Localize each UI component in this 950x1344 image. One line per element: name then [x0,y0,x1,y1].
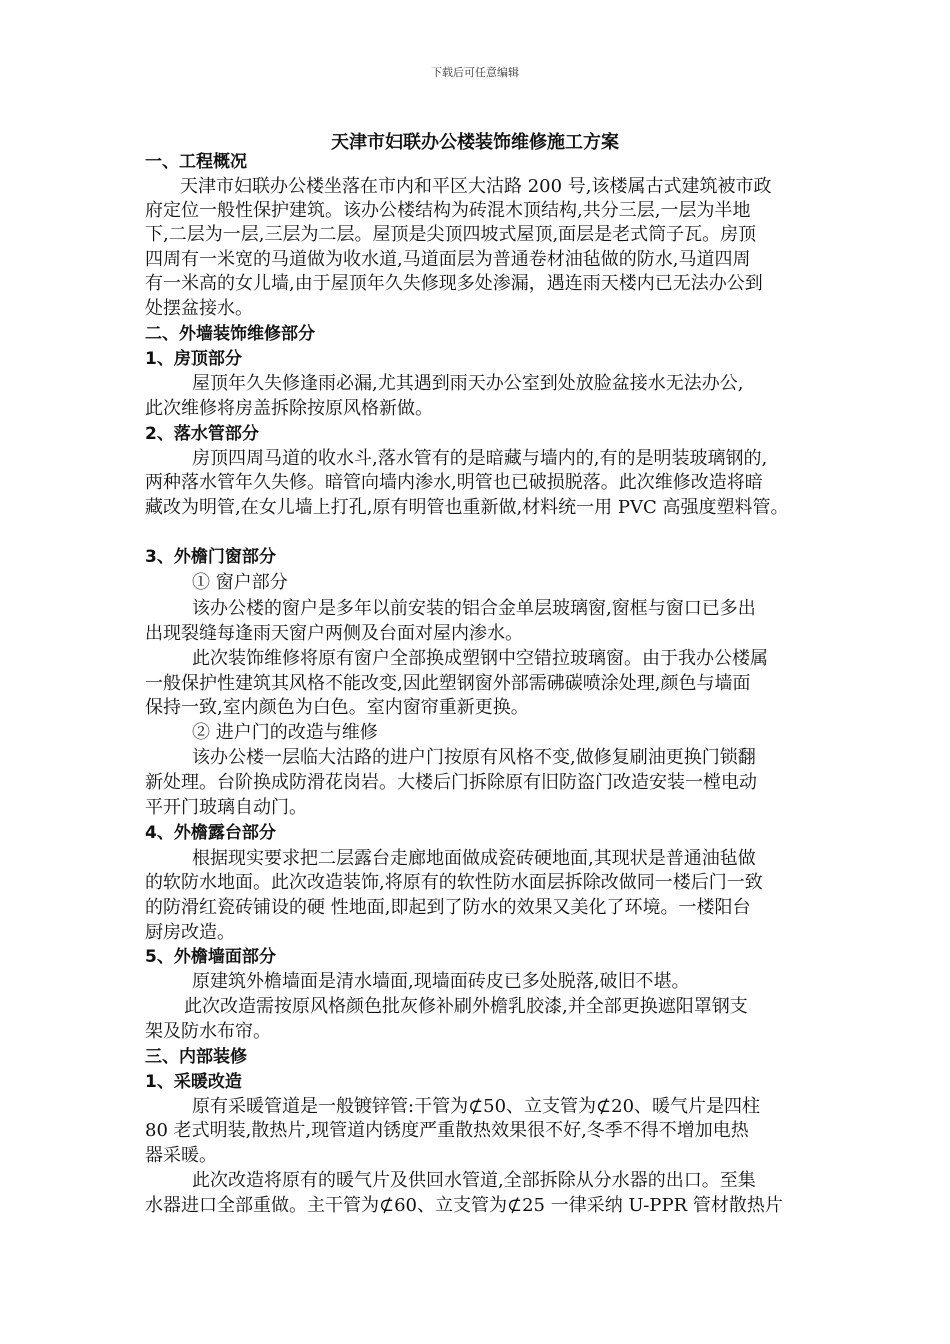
body-text-line: 80 老式明装,散热片,现管道内锈度严重散热效果很不好,冬季不得不增加电热 [145,1120,749,1141]
body-text-line: 厨房改造。 [145,922,235,943]
document-title: 天津市妇联办公楼装饰维修施工方案 [331,132,619,153]
body-text-line: 此次改造需按原风格颜色批灰修补刷外檐乳胶漆,并全部更换遮阳罩钢支 [184,996,748,1017]
body-text-line: 的软防水地面。此次改造装饰,将原有的软性防水面层拆除改做同一楼后门一致 [145,872,763,893]
body-text-line: 藏改为明管,在女儿墙上打孔,原有明管也重新做,材料统一用 PVC 高强度塑料管。 [145,497,789,518]
body-text-line: 此次装饰维修将原有窗户全部换成塑钢中空错拉玻璃窗。由于我办公楼属 [192,648,768,669]
section-heading: 5、外檐墙面部分 [145,947,276,967]
body-text-line: 屋顶年久失修逢雨必漏,尤其遇到雨天办公室到处放脸盆接水无法办公, [192,373,744,394]
body-text-line: 器采暖。 [145,1145,217,1166]
body-text-line: 此次维修将房盖拆除按原风格新做。 [145,398,433,419]
body-text-line: 的防滑红瓷砖铺设的硬 性地面,即起到了防水的效果又美化了环境。一楼阳台 [145,897,751,918]
body-text-line: 四周有一米宽的马道做为收水道,马道面层为普通卷材油毡做的防水,马道四周 [145,249,751,270]
section-heading: 三、内部装修 [145,1047,247,1067]
body-text-line: 此次改造将原有的暖气片及供回水管道,全部拆除从分水器的出口。至集 [192,1170,756,1191]
body-text-line: 出现裂缝每逢雨天窗户两侧及台面对屋内渗水。 [145,623,523,644]
section-heading: 一、工程概况 [145,152,247,172]
body-text-line: 根据现实要求把二层露台走廊地面做成瓷砖硬地面,其现状是普通油毡做 [192,848,756,869]
section-heading: 1、房顶部分 [145,349,242,369]
body-text-line: ② 进户门的改造与维修 [192,722,378,743]
body-text-line: 架及防水布帘。 [145,1021,271,1042]
body-text-line: 该办公楼一层临大沽路的进户门按原有风格不变,做修复刷油更换门锁翻 [192,747,756,768]
body-text-line: 有一米高的女儿墙,由于屋顶年久失修现多处渗漏，遇连雨天楼内已无法办公到 [145,273,763,294]
body-text-line: 平开门玻璃自动门。 [145,797,307,818]
section-heading: 4、外檐露台部分 [145,823,276,843]
body-text-line: ① 窗户部分 [192,572,288,593]
section-heading: 2、落水管部分 [145,424,259,444]
body-text-line: 新处理。台阶换成防滑花岗岩。大楼后门拆除原有旧防盗门改造安装一樘电动 [145,772,757,793]
page-header: 下载后可任意编辑 [431,66,519,79]
body-text-line: 水器进口全部重做。主干管为⊄60、立支管为⊄25 一律采纳 U-PPR 管材散热片 [145,1195,783,1216]
body-text-line: 两种落水管年久失修。暗管向墙内渗水,明管也已破损脱落。此次维修改造将暗 [145,472,763,493]
body-text-line: 处摆盆接水。 [145,298,253,319]
body-text-line: 原建筑外檐墙面是清水墙面,现墙面砖皮已多处脱落,破旧不堪。 [192,971,690,992]
section-heading: 二、外墙装饰维修部分 [145,324,315,344]
body-text-line: 房顶四周马道的收水斗,落水管有的是暗藏与墙内的,有的是明装玻璃钢的, [192,448,768,469]
body-text-line: 一般保护性建筑其风格不能改变,因此塑钢窗外部需砩碳喷涂处理,颜色与墙面 [145,673,751,694]
section-heading: 1、采暖改造 [145,1072,242,1092]
body-text-line: 该办公楼的窗户是多年以前安装的铝合金单层玻璃窗,窗框与窗口已多出 [192,598,756,619]
body-text-line: 原有采暖管道是一般镀锌管:干管为⊄50、立支管为⊄20、暖气片是四柱 [192,1096,761,1117]
body-text-line: 府定位一般性保护建筑。该办公楼结构为砖混木顶结构,共分三层,一层为半地 [145,200,751,221]
body-text-line: 保持一致,室内颜色为白色。室内窗帘重新更换。 [145,697,529,718]
section-heading: 3、外檐门窗部分 [145,547,276,567]
body-text-line: 天津市妇联办公楼坐落在市内和平区大沽路 200 号,该楼属古式建筑被市政 [180,176,772,197]
body-text-line: 下,二层为一层,三层为二层。屋顶是尖顶四坡式屋顶,面层是老式筒子瓦。房顶 [145,224,757,245]
